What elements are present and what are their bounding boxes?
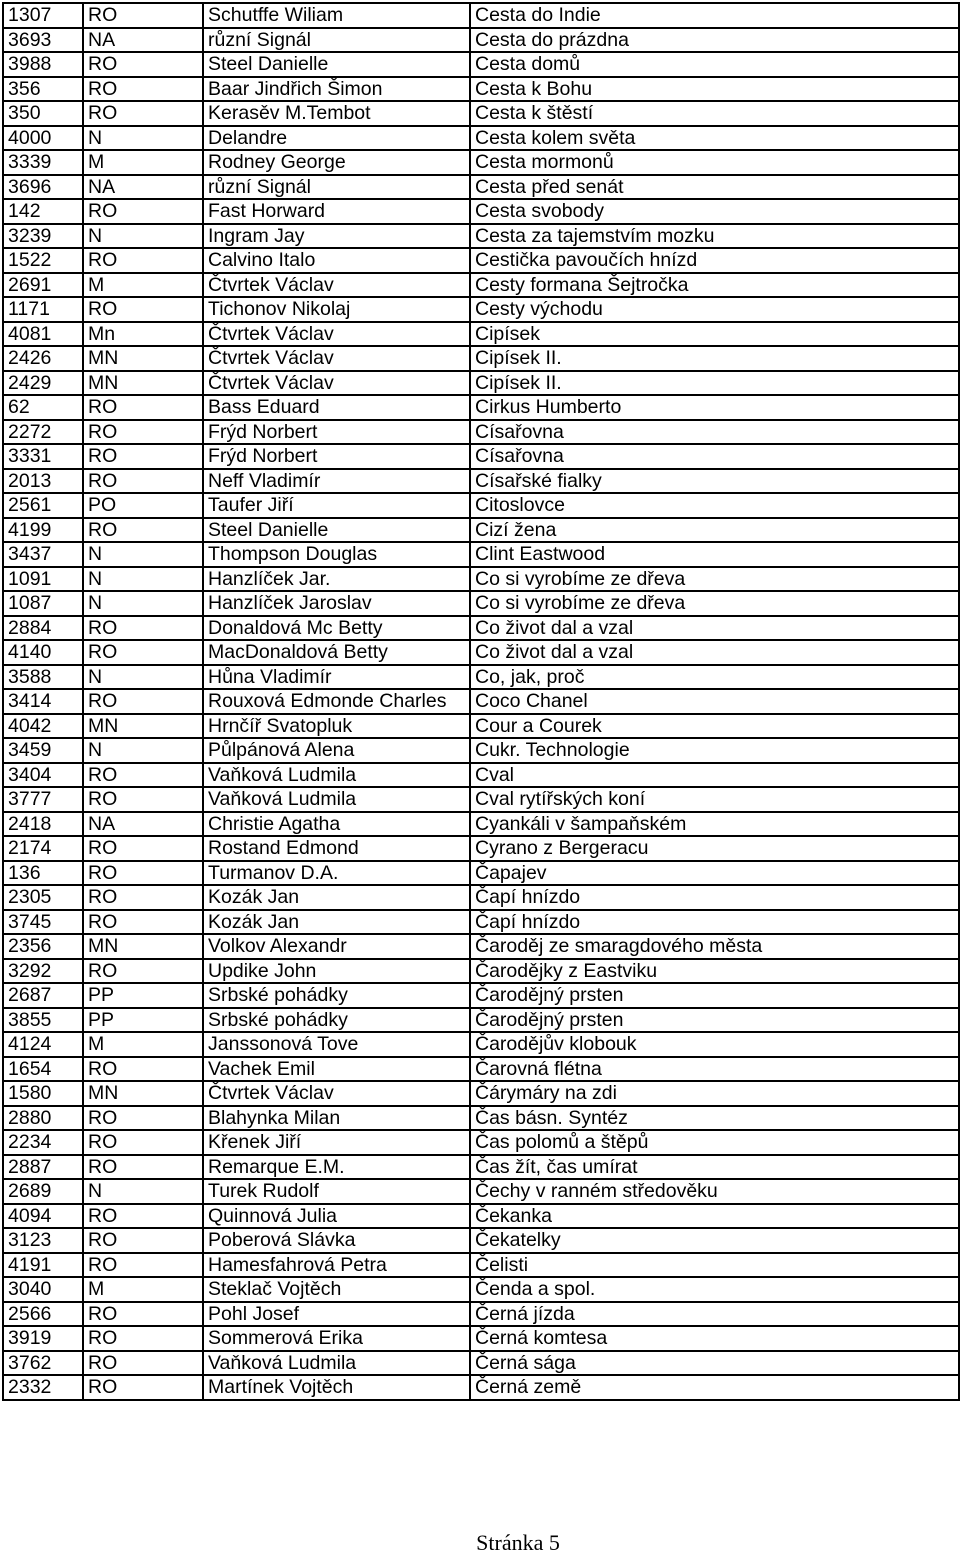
catalog-number-cell: 3745	[3, 910, 83, 935]
catalog-number-cell: 2356	[3, 934, 83, 959]
title-cell: Cval rytířských koní	[470, 787, 959, 812]
title-cell: Čapí hnízdo	[470, 885, 959, 910]
table-row	[3, 346, 959, 371]
author-cell: Hanzlíček Jar.	[203, 567, 470, 592]
catalog-number-cell: 2174	[3, 836, 83, 861]
title-cell: Cour a Courek	[470, 714, 959, 739]
title-cell: Čárymáry na zdi	[470, 1081, 959, 1106]
author-cell: MacDonaldová Betty	[203, 640, 470, 665]
catalog-number-cell: 1654	[3, 1057, 83, 1082]
table-row	[3, 591, 959, 616]
table-row	[3, 1130, 959, 1155]
title-cell: Černá komtesa	[470, 1326, 959, 1351]
title-cell: Císařovna	[470, 444, 959, 469]
category-code-cell: RO	[83, 77, 203, 102]
category-code-cell: RO	[83, 959, 203, 984]
table-row	[3, 1204, 959, 1229]
title-cell: Čekatelky	[470, 1228, 959, 1253]
author-cell: Martínek Vojtěch	[203, 1375, 470, 1400]
table-row	[3, 1228, 959, 1253]
title-cell: Čarodějný prsten	[470, 983, 959, 1008]
title-cell: Co si vyrobíme ze dřeva	[470, 567, 959, 592]
catalog-number-cell: 2561	[3, 493, 83, 518]
table-row	[3, 101, 959, 126]
catalog-number-cell: 3988	[3, 52, 83, 77]
catalog-number-cell: 1307	[3, 3, 83, 28]
category-code-cell: RO	[83, 1204, 203, 1229]
category-code-cell: M	[83, 273, 203, 298]
author-cell: Christie Agatha	[203, 812, 470, 837]
category-code-cell: RO	[83, 640, 203, 665]
title-cell: Cval	[470, 763, 959, 788]
table-row	[3, 1057, 959, 1082]
title-cell: Cesty východu	[470, 297, 959, 322]
table-row	[3, 983, 959, 1008]
table-row	[3, 542, 959, 567]
category-code-cell: N	[83, 738, 203, 763]
title-cell: Čarovná flétna	[470, 1057, 959, 1082]
table-row	[3, 248, 959, 273]
table-row	[3, 273, 959, 298]
title-cell: Cesta k Bohu	[470, 77, 959, 102]
table-row	[3, 126, 959, 151]
author-cell: Půlpánová Alena	[203, 738, 470, 763]
catalog-number-cell: 3693	[3, 28, 83, 53]
category-code-cell: N	[83, 567, 203, 592]
catalog-number-cell: 2689	[3, 1179, 83, 1204]
table-row	[3, 861, 959, 886]
title-cell: Cestička pavoučích hnízd	[470, 248, 959, 273]
table-row	[3, 763, 959, 788]
author-cell: Fast Horward	[203, 199, 470, 224]
author-cell: Pohl Josef	[203, 1302, 470, 1327]
catalog-number-cell: 4199	[3, 518, 83, 543]
category-code-cell: RO	[83, 395, 203, 420]
table-row	[3, 444, 959, 469]
catalog-number-cell: 3762	[3, 1351, 83, 1376]
category-code-cell: RO	[83, 1375, 203, 1400]
title-cell: Cesta kolem světa	[470, 126, 959, 151]
category-code-cell: RO	[83, 1253, 203, 1278]
category-code-cell: RO	[83, 469, 203, 494]
category-code-cell: RO	[83, 3, 203, 28]
catalog-number-cell: 4081	[3, 322, 83, 347]
category-code-cell: RO	[83, 910, 203, 935]
title-cell: Čapajev	[470, 861, 959, 886]
category-code-cell: PP	[83, 983, 203, 1008]
category-code-cell: RO	[83, 248, 203, 273]
table-row	[3, 665, 959, 690]
category-code-cell: RO	[83, 689, 203, 714]
catalog-number-cell: 1522	[3, 248, 83, 273]
author-cell: Schutffe Wiliam	[203, 3, 470, 28]
category-code-cell: MN	[83, 371, 203, 396]
author-cell: Kozák Jan	[203, 885, 470, 910]
catalog-number-cell: 3855	[3, 1008, 83, 1033]
category-code-cell: RO	[83, 885, 203, 910]
table-row	[3, 518, 959, 543]
title-cell: Černá země	[470, 1375, 959, 1400]
table-row	[3, 738, 959, 763]
page-number-label: Stránka 5	[476, 1530, 560, 1555]
title-cell: Čarodějky z Eastviku	[470, 959, 959, 984]
author-cell: Čtvrtek Václav	[203, 371, 470, 396]
category-code-cell: N	[83, 126, 203, 151]
category-code-cell: RO	[83, 1228, 203, 1253]
category-code-cell: PO	[83, 493, 203, 518]
category-code-cell: RO	[83, 861, 203, 886]
author-cell: Kozák Jan	[203, 910, 470, 935]
author-cell: Blahynka Milan	[203, 1106, 470, 1131]
title-cell: Co život dal a vzal	[470, 616, 959, 641]
title-cell: Čaroděj ze smaragdového města	[470, 934, 959, 959]
catalog-number-cell: 2272	[3, 420, 83, 445]
category-code-cell: Mn	[83, 322, 203, 347]
catalog-number-cell: 4191	[3, 1253, 83, 1278]
author-cell: Bass Eduard	[203, 395, 470, 420]
title-cell: Co, jak, proč	[470, 665, 959, 690]
catalog-number-cell: 4140	[3, 640, 83, 665]
table-row	[3, 469, 959, 494]
title-cell: Cirkus Humberto	[470, 395, 959, 420]
author-cell: různí Signál	[203, 175, 470, 200]
title-cell: Císařovna	[470, 420, 959, 445]
category-code-cell: NA	[83, 812, 203, 837]
category-code-cell: NA	[83, 28, 203, 53]
author-cell: Steel Danielle	[203, 52, 470, 77]
table-row	[3, 1253, 959, 1278]
catalog-number-cell: 142	[3, 199, 83, 224]
author-cell: Hrnčíř Svatopluk	[203, 714, 470, 739]
author-cell: Turmanov D.A.	[203, 861, 470, 886]
author-cell: Delandre	[203, 126, 470, 151]
catalog-number-cell: 4094	[3, 1204, 83, 1229]
author-cell: Hamesfahrová Petra	[203, 1253, 470, 1278]
catalog-number-cell: 1087	[3, 591, 83, 616]
category-code-cell: MN	[83, 714, 203, 739]
title-cell: Co život dal a vzal	[470, 640, 959, 665]
catalog-number-cell: 4000	[3, 126, 83, 151]
catalog-number-cell: 3339	[3, 150, 83, 175]
category-code-cell: M	[83, 1032, 203, 1057]
catalog-number-cell: 2566	[3, 1302, 83, 1327]
author-cell: Čtvrtek Václav	[203, 273, 470, 298]
category-code-cell: RO	[83, 1130, 203, 1155]
title-cell: Čenda a spol.	[470, 1277, 959, 1302]
author-cell: Baar Jindřich Šimon	[203, 77, 470, 102]
title-cell: Čapí hnízdo	[470, 910, 959, 935]
category-code-cell: RO	[83, 297, 203, 322]
title-cell: Čarodějův klobouk	[470, 1032, 959, 1057]
author-cell: Srbské pohádky	[203, 1008, 470, 1033]
title-cell: Čas básn. Syntéz	[470, 1106, 959, 1131]
table-row	[3, 640, 959, 665]
book-catalog-table	[2, 2, 960, 1401]
catalog-number-cell: 2687	[3, 983, 83, 1008]
author-cell: různí Signál	[203, 28, 470, 53]
title-cell: Cesta k štěstí	[470, 101, 959, 126]
title-cell: Černá sága	[470, 1351, 959, 1376]
title-cell: Cizí žena	[470, 518, 959, 543]
table-row	[3, 420, 959, 445]
title-cell: Cyrano z Bergeracu	[470, 836, 959, 861]
page-footer	[0, 1530, 960, 1556]
category-code-cell: RO	[83, 1351, 203, 1376]
author-cell: Čtvrtek Václav	[203, 322, 470, 347]
author-cell: Hanzlíček Jaroslav	[203, 591, 470, 616]
category-code-cell: N	[83, 1179, 203, 1204]
catalog-number-cell: 2429	[3, 371, 83, 396]
table-row	[3, 1351, 959, 1376]
author-cell: Vaňková Ludmila	[203, 787, 470, 812]
table-row	[3, 689, 959, 714]
author-cell: Rouxová Edmonde Charles	[203, 689, 470, 714]
author-cell: Srbské pohádky	[203, 983, 470, 1008]
category-code-cell: M	[83, 1277, 203, 1302]
category-code-cell: NA	[83, 175, 203, 200]
catalog-number-cell: 350	[3, 101, 83, 126]
table-row	[3, 1179, 959, 1204]
title-cell: Čelisti	[470, 1253, 959, 1278]
table-row	[3, 616, 959, 641]
title-cell: Cesta mormonů	[470, 150, 959, 175]
table-row	[3, 1277, 959, 1302]
category-code-cell: MN	[83, 934, 203, 959]
title-cell: Cesta svobody	[470, 199, 959, 224]
category-code-cell: PP	[83, 1008, 203, 1033]
catalog-number-cell: 3292	[3, 959, 83, 984]
author-cell: Vaňková Ludmila	[203, 1351, 470, 1376]
title-cell: Cyankáli v šampaňském	[470, 812, 959, 837]
author-cell: Vaňková Ludmila	[203, 763, 470, 788]
category-code-cell: RO	[83, 763, 203, 788]
author-cell: Volkov Alexandr	[203, 934, 470, 959]
table-row	[3, 395, 959, 420]
table-row	[3, 885, 959, 910]
author-cell: Remarque E.M.	[203, 1155, 470, 1180]
category-code-cell: RO	[83, 836, 203, 861]
table-row	[3, 493, 959, 518]
table-row	[3, 1302, 959, 1327]
title-cell: Cipísek	[470, 322, 959, 347]
title-cell: Císařské fialky	[470, 469, 959, 494]
catalog-number-cell: 2884	[3, 616, 83, 641]
table-row	[3, 1032, 959, 1057]
title-cell: Coco Chanel	[470, 689, 959, 714]
title-cell: Čas žít, čas umírat	[470, 1155, 959, 1180]
table-row	[3, 199, 959, 224]
table-row	[3, 52, 959, 77]
category-code-cell: RO	[83, 1155, 203, 1180]
author-cell: Taufer Jiří	[203, 493, 470, 518]
catalog-number-cell: 1171	[3, 297, 83, 322]
catalog-number-cell: 3404	[3, 763, 83, 788]
catalog-number-cell: 2305	[3, 885, 83, 910]
catalog-number-cell: 2013	[3, 469, 83, 494]
catalog-number-cell: 1580	[3, 1081, 83, 1106]
author-cell: Frýd Norbert	[203, 420, 470, 445]
table-row	[3, 714, 959, 739]
table-row	[3, 787, 959, 812]
table-row	[3, 77, 959, 102]
title-cell: Cesty formana Šejtročka	[470, 273, 959, 298]
author-cell: Updike John	[203, 959, 470, 984]
author-cell: Ingram Jay	[203, 224, 470, 249]
title-cell: Čas polomů a štěpů	[470, 1130, 959, 1155]
catalog-number-cell: 2426	[3, 346, 83, 371]
table-row	[3, 1155, 959, 1180]
title-cell: Čechy v ranném středověku	[470, 1179, 959, 1204]
title-cell: Cesta před senát	[470, 175, 959, 200]
catalog-number-cell: 3123	[3, 1228, 83, 1253]
title-cell: Čekanka	[470, 1204, 959, 1229]
category-code-cell: MN	[83, 1081, 203, 1106]
table-row	[3, 910, 959, 935]
catalog-number-cell: 3696	[3, 175, 83, 200]
author-cell: Calvino Italo	[203, 248, 470, 273]
table-row	[3, 371, 959, 396]
table-row	[3, 224, 959, 249]
catalog-number-cell: 3040	[3, 1277, 83, 1302]
catalog-number-cell: 3459	[3, 738, 83, 763]
table-row	[3, 3, 959, 28]
catalog-number-cell: 2887	[3, 1155, 83, 1180]
table-row	[3, 150, 959, 175]
title-cell: Clint Eastwood	[470, 542, 959, 567]
author-cell: Poberová Slávka	[203, 1228, 470, 1253]
category-code-cell: MN	[83, 346, 203, 371]
title-cell: Cipísek II.	[470, 371, 959, 396]
catalog-number-cell: 3777	[3, 787, 83, 812]
category-code-cell: RO	[83, 1106, 203, 1131]
author-cell: Donaldová Mc Betty	[203, 616, 470, 641]
category-code-cell: N	[83, 224, 203, 249]
title-cell: Cesta do prázdna	[470, 28, 959, 53]
table-row	[3, 934, 959, 959]
category-code-cell: RO	[83, 199, 203, 224]
category-code-cell: N	[83, 591, 203, 616]
title-cell: Cipísek II.	[470, 346, 959, 371]
title-cell: Černá jízda	[470, 1302, 959, 1327]
catalog-number-cell: 1091	[3, 567, 83, 592]
catalog-number-cell: 2234	[3, 1130, 83, 1155]
catalog-number-cell: 2691	[3, 273, 83, 298]
author-cell: Steel Danielle	[203, 518, 470, 543]
category-code-cell: RO	[83, 518, 203, 543]
author-cell: Sommerová Erika	[203, 1326, 470, 1351]
catalog-number-cell: 136	[3, 861, 83, 886]
catalog-number-cell: 3437	[3, 542, 83, 567]
category-code-cell: RO	[83, 1326, 203, 1351]
table-row	[3, 1326, 959, 1351]
category-code-cell: N	[83, 665, 203, 690]
table-row	[3, 297, 959, 322]
title-cell: Cukr. Technologie	[470, 738, 959, 763]
author-cell: Frýd Norbert	[203, 444, 470, 469]
author-cell: Křenek Jiří	[203, 1130, 470, 1155]
title-cell: Cesta domů	[470, 52, 959, 77]
author-cell: Steklač Vojtěch	[203, 1277, 470, 1302]
table-row	[3, 836, 959, 861]
table-row	[3, 567, 959, 592]
author-cell: Rodney George	[203, 150, 470, 175]
author-cell: Thompson Douglas	[203, 542, 470, 567]
category-code-cell: RO	[83, 444, 203, 469]
category-code-cell: M	[83, 150, 203, 175]
table-row	[3, 322, 959, 347]
author-cell: Čtvrtek Václav	[203, 346, 470, 371]
category-code-cell: N	[83, 542, 203, 567]
title-cell: Cesta do Indie	[470, 3, 959, 28]
category-code-cell: RO	[83, 420, 203, 445]
catalog-number-cell: 3331	[3, 444, 83, 469]
author-cell: Kerasěv M.Tembot	[203, 101, 470, 126]
catalog-number-cell: 62	[3, 395, 83, 420]
author-cell: Tichonov Nikolaj	[203, 297, 470, 322]
category-code-cell: RO	[83, 101, 203, 126]
author-cell: Turek Rudolf	[203, 1179, 470, 1204]
table-row	[3, 1106, 959, 1131]
catalog-number-cell: 3588	[3, 665, 83, 690]
catalog-number-cell: 2880	[3, 1106, 83, 1131]
catalog-number-cell: 2332	[3, 1375, 83, 1400]
title-cell: Cesta za tajemstvím mozku	[470, 224, 959, 249]
catalog-number-cell: 356	[3, 77, 83, 102]
catalog-number-cell: 4124	[3, 1032, 83, 1057]
category-code-cell: RO	[83, 1057, 203, 1082]
book-catalog-rows	[3, 3, 959, 1400]
category-code-cell: RO	[83, 52, 203, 77]
table-row	[3, 28, 959, 53]
table-row	[3, 1375, 959, 1400]
title-cell: Čarodějný prsten	[470, 1008, 959, 1033]
category-code-cell: RO	[83, 787, 203, 812]
author-cell: Čtvrtek Václav	[203, 1081, 470, 1106]
catalog-number-cell: 3919	[3, 1326, 83, 1351]
table-row	[3, 959, 959, 984]
catalog-number-cell: 3414	[3, 689, 83, 714]
table-row	[3, 175, 959, 200]
table-row	[3, 1081, 959, 1106]
catalog-number-cell: 4042	[3, 714, 83, 739]
title-cell: Co si vyrobíme ze dřeva	[470, 591, 959, 616]
author-cell: Rostand Edmond	[203, 836, 470, 861]
author-cell: Quinnová Julia	[203, 1204, 470, 1229]
author-cell: Neff Vladimír	[203, 469, 470, 494]
author-cell: Vachek Emil	[203, 1057, 470, 1082]
table-row	[3, 1008, 959, 1033]
title-cell: Citoslovce	[470, 493, 959, 518]
catalog-number-cell: 2418	[3, 812, 83, 837]
category-code-cell: RO	[83, 1302, 203, 1327]
table-row	[3, 812, 959, 837]
catalog-number-cell: 3239	[3, 224, 83, 249]
author-cell: Hůna Vladimír	[203, 665, 470, 690]
category-code-cell: RO	[83, 616, 203, 641]
author-cell: Janssonová Tove	[203, 1032, 470, 1057]
